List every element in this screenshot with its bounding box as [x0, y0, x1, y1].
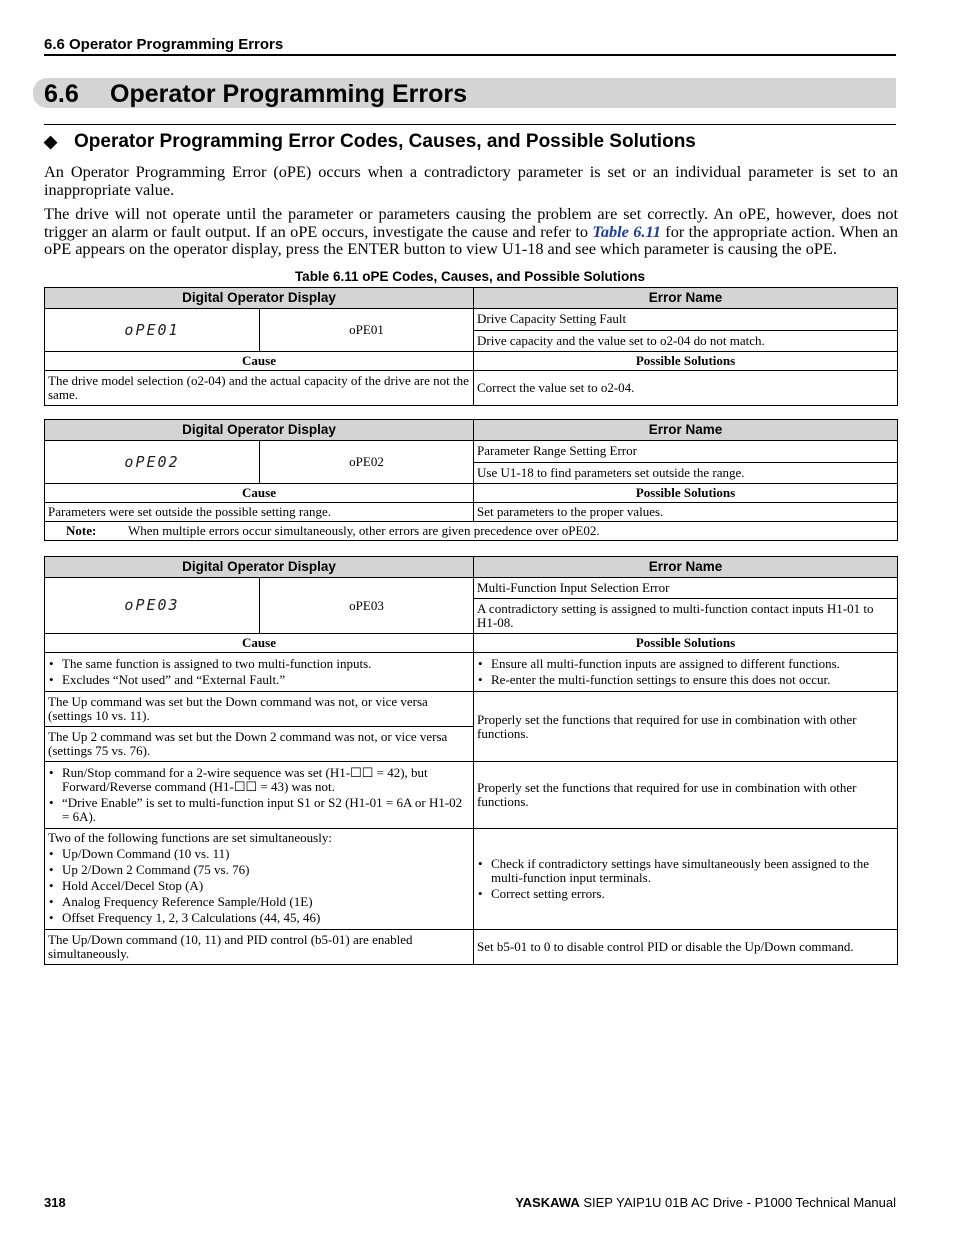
- column-header: Error Name: [474, 420, 898, 441]
- display-code: oPE03: [124, 596, 180, 614]
- subsection-heading: [44, 131, 696, 153]
- cause-cell: [45, 762, 474, 829]
- cause-header: Cause: [45, 484, 474, 503]
- column-header: Digital Operator Display: [45, 557, 474, 578]
- list-item: • Correct setting errors.: [477, 887, 894, 901]
- cause-cell: [45, 829, 474, 930]
- table-row: [45, 829, 898, 930]
- solution-list: [477, 857, 894, 901]
- column-header: Digital Operator Display: [45, 420, 474, 441]
- table-header-row: [45, 634, 898, 653]
- list-item: • Run/Stop command for a 2-wire sequence was set (H1-☐☐ = 42), but Forward/Reverse command (H1-☐☐ = 43) was not.: [48, 766, 470, 794]
- cause-list: [48, 657, 470, 687]
- list-item: • Up 2/Down 2 Command (75 vs. 76): [48, 863, 470, 877]
- error-description: A contradictory setting is assigned to multi-function contact inputs H1-01 to H1-08.: [474, 599, 898, 634]
- section-title: [44, 80, 467, 109]
- display-code: oPE01: [124, 320, 180, 339]
- solution-cell: Set b5-01 to 0 to disable control PID or disable the Up/Down command.: [474, 930, 898, 965]
- cause-cell: The Up command was set but the Down command was not, or vice versa (settings 10 vs. 11).: [45, 692, 474, 727]
- subsection-title: Operator Programming Error Codes, Causes, and Possible Solutions: [74, 131, 696, 152]
- solutions-header: Possible Solutions: [474, 352, 898, 371]
- error-name: Multi-Function Input Selection Error: [474, 578, 898, 599]
- table-row: [45, 653, 898, 692]
- table-row: [45, 371, 898, 406]
- error-description: Drive capacity and the value set to o2-04 do not match.: [474, 330, 898, 352]
- column-header: Error Name: [474, 557, 898, 578]
- cause-list: [48, 847, 470, 925]
- cause-header: Cause: [45, 352, 474, 371]
- column-header: Error Name: [474, 288, 898, 309]
- section-number: 6.6: [44, 80, 79, 108]
- seven-segment-display: [45, 578, 260, 634]
- error-description: Use U1-18 to find parameters set outside the range.: [474, 462, 898, 484]
- list-item: • Excludes “Not used” and “External Fault.”: [48, 673, 470, 687]
- section-title-text: Operator Programming Errors: [110, 80, 468, 108]
- body-paragraph: [44, 205, 898, 258]
- list-item: • Re-enter the multi-function settings to ensure this does not occur.: [477, 673, 894, 687]
- cause-cell: Parameters were set outside the possible setting range.: [45, 503, 474, 522]
- ope03-table: [44, 556, 898, 965]
- cause-intro: Two of the following functions are set simultaneously:: [48, 830, 332, 845]
- note-text: When multiple errors occur simultaneously, other errors are given precedence over oPE02.: [128, 523, 600, 538]
- table-row: [45, 578, 898, 599]
- table-header-row: [45, 557, 898, 578]
- table-reference-link[interactable]: Table 6.11: [592, 221, 661, 241]
- list-item: • Offset Frequency 1, 2, 3 Calculations (44, 45, 46): [48, 911, 470, 925]
- intro-paragraph: An Operator Programming Error (oPE) occurs when a contradictory parameter is set or an individual parameter is set to an inappropriate value.: [44, 162, 898, 199]
- footer-manual-title: [515, 1195, 896, 1210]
- solution-cell: Correct the value set to o2-04.: [474, 371, 898, 406]
- list-item: • Check if contradictory settings have simultaneously been assigned to the multi-function input terminals.: [477, 857, 894, 885]
- solution-cell: Properly set the functions that required for use in combination with other functions.: [474, 762, 898, 829]
- error-code: oPE03: [260, 578, 474, 634]
- display-code: oPE02: [124, 452, 180, 471]
- error-name: Drive Capacity Setting Fault: [474, 309, 898, 331]
- table-caption: Table 6.11 oPE Codes, Causes, and Possible Solutions: [294, 269, 646, 284]
- footer-manual: SIEP YAIP1U 01B AC Drive - P1000 Technical Manual: [579, 1195, 896, 1210]
- paragraph-text: for the appropriate action. When an oPE appears on the operator display, press the ENTER button to view U1-18 and see which parameter is causing the oPE.: [44, 221, 898, 258]
- cause-cell: The Up/Down command (10, 11) and PID control (b5-01) are enabled simultaneously.: [45, 930, 474, 965]
- list-item: • Ensure all multi-function inputs are assigned to different functions.: [477, 657, 894, 671]
- cause-cell: The drive model selection (o2-04) and the actual capacity of the drive are not the same.: [45, 371, 474, 406]
- table-row: [45, 762, 898, 829]
- paragraph-text: The drive will not operate until the parameter or parameters causing the problem are set correctly. An oPE, however, does not trigger an alarm or fault output. If an oPE occurs, investigate the cause and refer to: [44, 204, 898, 241]
- running-header: 6.6 Operator Programming Errors: [44, 36, 896, 56]
- note-cell: [45, 522, 898, 541]
- ope02-table: [44, 419, 898, 541]
- solution-list: [477, 657, 894, 687]
- error-code: oPE01: [260, 309, 474, 352]
- note-label: Note:: [66, 523, 97, 538]
- list-item: • Up/Down Command (10 vs. 11): [48, 847, 470, 861]
- cause-cell: [45, 653, 474, 692]
- table-header-row: [45, 484, 898, 503]
- table-header-row: [45, 352, 898, 371]
- ope01-table: [44, 287, 898, 406]
- list-item: • “Drive Enable” is set to multi-function input S1 or S2 (H1-01 = 6A or H1-02 = 6A).: [48, 796, 470, 824]
- table-row: [45, 309, 898, 331]
- solution-cell: [474, 653, 898, 692]
- solution-cell: Properly set the functions that required for use in combination with other functions.: [474, 692, 898, 762]
- seven-segment-display: [45, 441, 260, 484]
- note-row: [45, 522, 898, 541]
- list-item: • Analog Frequency Reference Sample/Hold (1E): [48, 895, 470, 909]
- column-header: Digital Operator Display: [45, 288, 474, 309]
- solutions-header: Possible Solutions: [474, 634, 898, 653]
- table-row: [45, 503, 898, 522]
- list-item: • The same function is assigned to two multi-function inputs.: [48, 657, 470, 671]
- seven-segment-display: [45, 309, 260, 352]
- table-row: [45, 692, 898, 727]
- table-header-row: [45, 288, 898, 309]
- solutions-header: Possible Solutions: [474, 484, 898, 503]
- section-rule: [44, 124, 896, 125]
- cause-cell: The Up 2 command was set but the Down 2 command was not, or vice versa (settings 75 vs. 76).: [45, 727, 474, 762]
- solution-cell: Set parameters to the proper values.: [474, 503, 898, 522]
- solution-cell: [474, 829, 898, 930]
- list-item: • Hold Accel/Decel Stop (A): [48, 879, 470, 893]
- footer-brand: YASKAWA: [515, 1195, 580, 1210]
- error-code: oPE02: [260, 441, 474, 484]
- cause-list: [48, 766, 470, 824]
- error-name: Parameter Range Setting Error: [474, 441, 898, 463]
- table-header-row: [45, 420, 898, 441]
- table-row: [45, 441, 898, 463]
- table-row: [45, 930, 898, 965]
- diamond-bullet-icon: ◆: [44, 132, 58, 151]
- cause-header: Cause: [45, 634, 474, 653]
- page-number: 318: [44, 1195, 66, 1210]
